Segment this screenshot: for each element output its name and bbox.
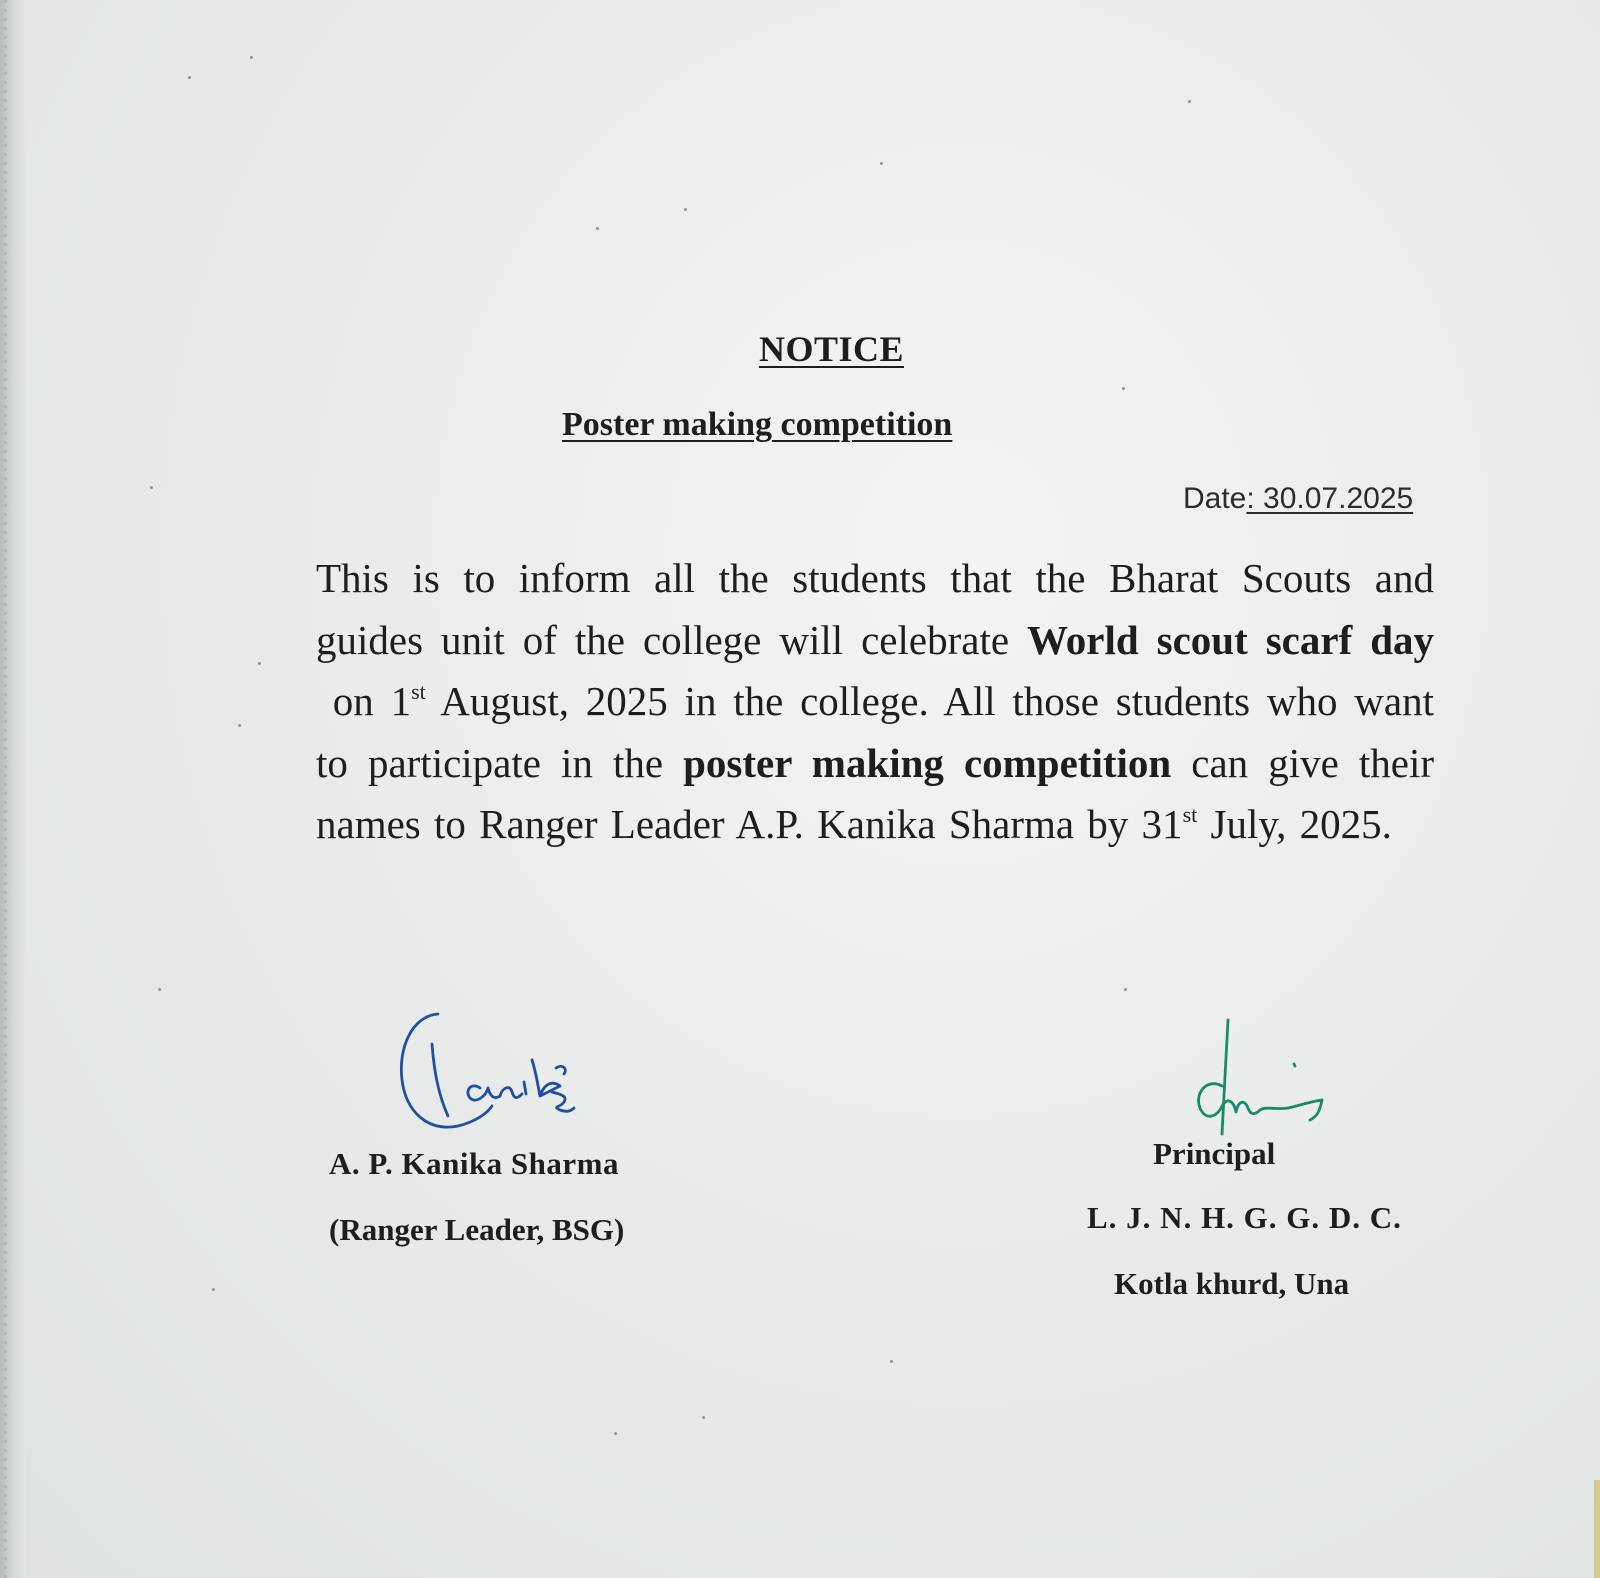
body-sup-1: st [411, 679, 426, 704]
body-highlight-competition: poster making competition [683, 739, 1172, 786]
paper-speck [238, 724, 241, 727]
paper-speck [702, 1416, 705, 1419]
body-text-1: This is to inform all the students that the Bharat Scouts and guides unit of the college will celebrate [316, 555, 1434, 663]
paper-speck [684, 208, 687, 211]
body-text-4: can give their names to Ranger Leader A.P. Kanika Sharma by 31 [316, 739, 1434, 847]
signatory-left-name: A. P. Kanika Sharma [329, 1146, 619, 1181]
notice-subtitle: Poster making competition [562, 406, 953, 443]
paper-speck [250, 56, 253, 59]
signatory-left-role: (Ranger Leader, BSG) [329, 1212, 625, 1247]
date-label: Date [1183, 482, 1247, 515]
paper-speck [880, 162, 883, 165]
body-highlight-event: World scout scarf day [1027, 616, 1434, 663]
paper-speck [596, 227, 599, 230]
paper-speck [614, 1432, 617, 1435]
signatory-right-title: Principal [1153, 1136, 1276, 1171]
paper-speck [1122, 387, 1125, 390]
paper-speck [1188, 100, 1191, 103]
signatory-right-place: Kotla khurd, Una [1114, 1266, 1350, 1301]
notice-title: NOTICE [759, 329, 905, 369]
principal-signature [1188, 1016, 1338, 1136]
paper-speck [890, 1360, 893, 1363]
notice-body [316, 548, 1434, 856]
paper-speck [158, 988, 161, 991]
paper-speck [258, 662, 261, 665]
paper-speck [1124, 988, 1127, 991]
signatory-right-college: L. J. N. H. G. G. D. C. [1087, 1200, 1402, 1235]
date-value: : 30.07.2025 [1246, 482, 1414, 515]
page-right-edge [1594, 1480, 1600, 1578]
body-text-5: July, 2025. [1210, 801, 1392, 847]
body-text-2: on 1 [332, 678, 412, 724]
paper-speck [150, 486, 153, 489]
body-sup-2: st [1182, 802, 1198, 827]
notice-date [1183, 482, 1413, 516]
body-text-3: August, 2025 in the college. All those students who want to participate in the [316, 678, 1434, 786]
ranger-leader-signature [392, 1008, 592, 1138]
page-left-edge-lines [4, 0, 7, 1578]
paper-speck [212, 1288, 215, 1291]
paper-speck [188, 76, 191, 79]
